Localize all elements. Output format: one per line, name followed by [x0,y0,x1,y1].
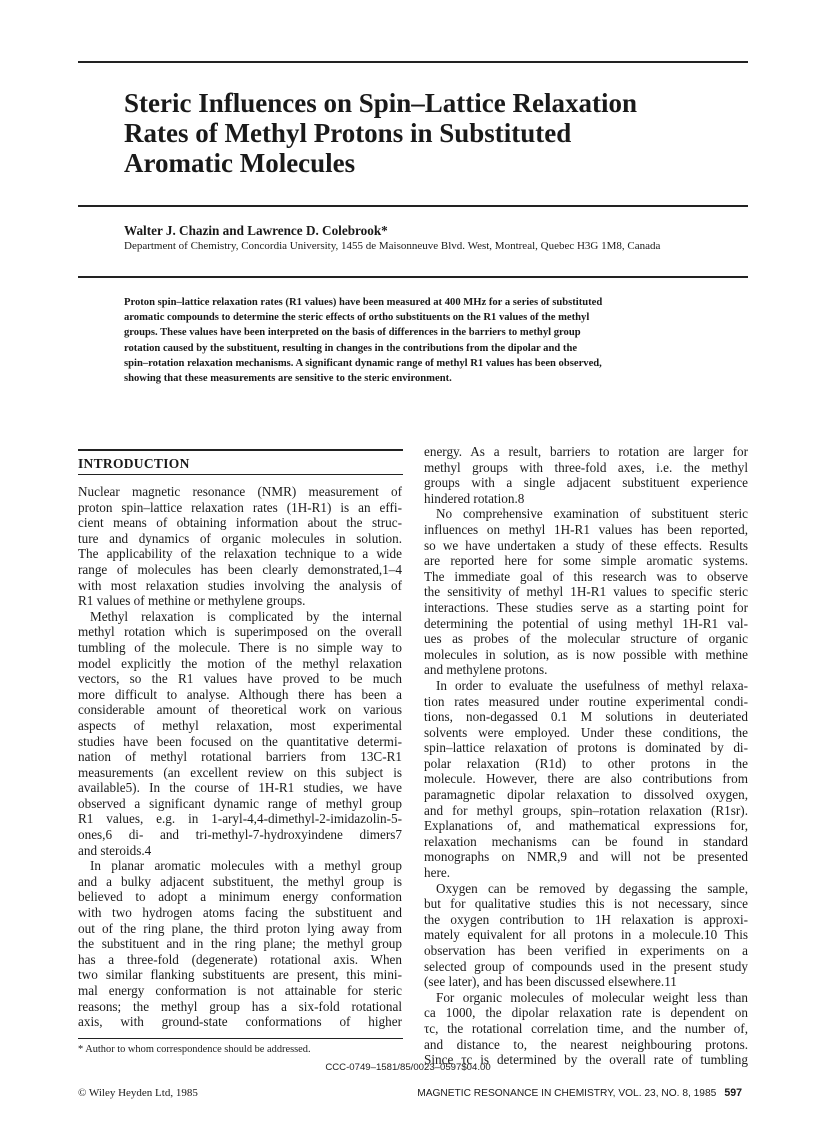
text-line: with most relaxation studies involving the analysis of [78,577,402,593]
title-line-1: Steric Influences on Spin–Lattice Relaxation [124,88,637,118]
page-number: 597 [724,1087,742,1099]
text-line: with two hydrogen atoms facing the substituent and [78,905,402,921]
footnote-rule [78,1038,403,1039]
footnote: * Author to whom correspondence should be addressed. [78,1044,311,1055]
text-line: measurements (an excellent review on this subject is [78,764,402,780]
text-line: selected group of compounds used in the present study [424,958,748,974]
text-line: ture and dynamics of organic molecules in solution. [78,530,402,546]
text-line: proton spin–lattice relaxation rates (1H-R1) is an effi- [78,499,402,515]
text-line: two similar flanking substituents are present, this mini- [78,967,402,983]
text-line: vectors, so the R1 values have proved to be much [78,671,402,687]
abstract-line: rotation caused by the substituent, resulting in changes in the contributions from the dipolar and the [124,342,578,354]
text-line: but for qualitative studies this is not necessary, since [424,896,748,912]
text-line: and for methyl groups, spin–rotation relaxation (R1sr). [424,802,748,818]
text-line: so we have undertaken a study of these effects. Results [424,537,748,553]
text-line: molecules in solution, as is now possible with methine [424,646,748,662]
article-code: CCC-0749–1581/85/0023–0597$04.00 [325,1062,491,1073]
text-line: here. [424,865,450,881]
text-line: and methylene protons. [424,662,548,678]
text-line: methyl rotation which is superimposed on the overall [78,624,402,640]
text-line: energy. As a result, barriers to rotation are larger for [424,444,748,459]
text-line: studies have been focused on the quantitative determi- [78,733,402,749]
section-rule-top [78,449,403,451]
text-line: tion rates measured under routine experimental condi- [424,693,748,709]
text-line: ues as probes of the molecular structure of organic [424,631,748,647]
title-line-2: Rates of Methyl Protons in Substituted [124,118,572,148]
text-line: the sensitivity of methyl 1H-R1 values to specific steric [424,584,748,600]
text-line: range of molecules has been clearly demonstrated,1–4 [78,561,402,577]
text-line: methyl groups with three-fold axes, i.e. the methyl [424,459,748,475]
top-rule [78,61,748,63]
text-line: In planar aromatic molecules with a methyl group [90,858,402,874]
section-heading: INTRODUCTION [78,456,190,471]
text-line: believed to adopt a minimum energy conformation [78,889,402,905]
article-title [124,88,724,178]
text-line: solvents were employed. Under these conditions, the [424,724,748,740]
text-line: ones,6 di- and tri-methyl-7-hydroxyindene dimers7 [78,827,402,843]
text-line: relaxation mechanisms can be found in standard [424,833,748,849]
authors: Walter J. Chazin and Lawrence D. Colebrook* [124,223,388,238]
text-line: R1 values of methine or methylene groups. [78,593,306,609]
affiliation-rule [78,276,748,278]
text-line: influences on methyl 1H-R1 values has been reported, [424,521,748,537]
text-line: In order to evaluate the usefulness of methyl relaxa- [436,677,748,693]
text-line: model explicitly the motion of the methyl relaxation [78,655,402,671]
text-line: hindered rotation.8 [424,490,525,506]
text-line: determining the potential of using methyl 1H-R1 val- [424,615,748,631]
text-line: polar relaxation (R1d) to other protons in the [424,755,748,771]
text-line: (see later), and has been discussed elsewhere.11 [424,974,677,990]
text-line: tions, non-degassed 0.1 M solutions in deuteriated [424,709,748,725]
text-line: axis, with ground-state conformations of higher [78,1014,402,1030]
text-line: Explanations of, and mathematical expressions for, [424,818,748,834]
text-line: the oxygen contribution to 1H relaxation is approxi- [424,911,748,927]
text-line: R1 values, e.g. in 1-aryl-4,4-dimethyl-2-imidazolin-5- [78,811,402,827]
section-rule-bottom [78,474,403,475]
text-line: For organic molecules of molecular weight less than [436,989,748,1005]
text-line: No comprehensive examination of substituent steric [436,506,748,522]
text-line: τc, the rotational correlation time, and the number of, [424,1020,748,1036]
text-line: observation has been verified in experiments on a [424,943,748,958]
text-line: and distance to, the nearest neighbouring protons. [424,1036,748,1052]
abstract-line: aromatic compounds to determine the steric effects of ortho substituents on the R1 values of the methyl [124,312,590,324]
journal-footer [417,1087,742,1099]
right-column [424,444,748,1068]
text-line: The applicability of the relaxation technique to a wide [78,546,402,562]
text-line: out of the ring plane, the third proton lying away from [78,920,402,936]
abstract [124,295,744,386]
title-line-3: Aromatic Molecules [124,148,356,178]
text-line: ca 1000, the dipolar relaxation rate is dependent on [424,1005,748,1021]
text-line: groups with a single adjacent substituent experience [424,475,748,491]
affiliation: Department of Chemistry, Concordia University, 1455 de Maisonneuve Blvd. West, Montreal, Quebec H3G 1M8, Canada [124,240,661,252]
text-line: monographs on NMR,9 and will not be presented [424,849,748,865]
text-line: are reported here for some simple aromatic systems. [424,553,748,569]
text-line: considerable amount of theoretical work on various [78,702,402,718]
journal-citation: MAGNETIC RESONANCE IN CHEMISTRY, VOL. 23, NO. 8, 1985 [417,1088,717,1099]
abstract-line: Proton spin–lattice relaxation rates (R1 values) have been measured at 400 MHz for a series of substituted [124,297,603,308]
text-line: and steroids.4 [78,842,152,858]
text-line: interactions. These studies serve as a starting point for [424,599,748,615]
text-line: the substituent and in the ring plane; the methyl group [78,936,402,952]
text-line: tumbling of the molecule. There is no simple way to [78,639,402,655]
text-line: molecule. However, there are also contributions from [424,771,748,787]
text-line: spin–lattice relaxation of protons is dominated by di- [424,740,748,756]
left-column [78,484,402,1030]
abstract-line: groups. These values have been interpreted on the basis of differences in the barriers to methyl group [124,327,581,339]
text-line: reasons; the methyl group has a six-fold rotational [78,998,402,1014]
text-line: Since τc is determined by the overall rate of tumbling [424,1052,748,1068]
text-line: aspects of methyl relaxation, most experimental [78,717,402,733]
text-line: has a three-fold (degenerate) rotational axis. When [78,951,402,967]
abstract-line: spin–rotation relaxation mechanisms. A significant dynamic range of methyl R1 values has been observed, [124,357,602,369]
text-line: and a bulky adjacent substituent, the methyl group is [78,873,402,889]
title-rule [78,205,748,207]
text-line: Nuclear magnetic resonance (NMR) measurement of [78,484,402,499]
text-line: Methyl relaxation is complicated by the internal [90,608,402,624]
text-line: available5). In the course of 1H-R1 studies, we have [78,780,402,796]
text-line: more difficult to analyse. Although there has been a [78,686,402,702]
abstract-line: showing that these measurements are sensitive to the steric environment. [124,373,452,385]
text-line: observed a significant dynamic range of methyl group [78,795,402,811]
text-line: paramagnetic dipolar relaxation to dissolved oxygen, [424,787,748,803]
text-line: Oxygen can be removed by degassing the sample, [436,880,748,896]
text-line: The immediate goal of this research was to observe [424,568,748,584]
text-line: mately equivalent for all protons in a molecule.10 This [424,927,748,943]
text-line: cient means of obtaining information about the struc- [78,515,402,531]
text-line: nation of methyl rotational barriers from 13C-R1 [78,749,402,765]
copyright: © Wiley Heyden Ltd, 1985 [78,1087,198,1099]
text-line: mal energy conformation is not attainable for steric [78,983,402,998]
